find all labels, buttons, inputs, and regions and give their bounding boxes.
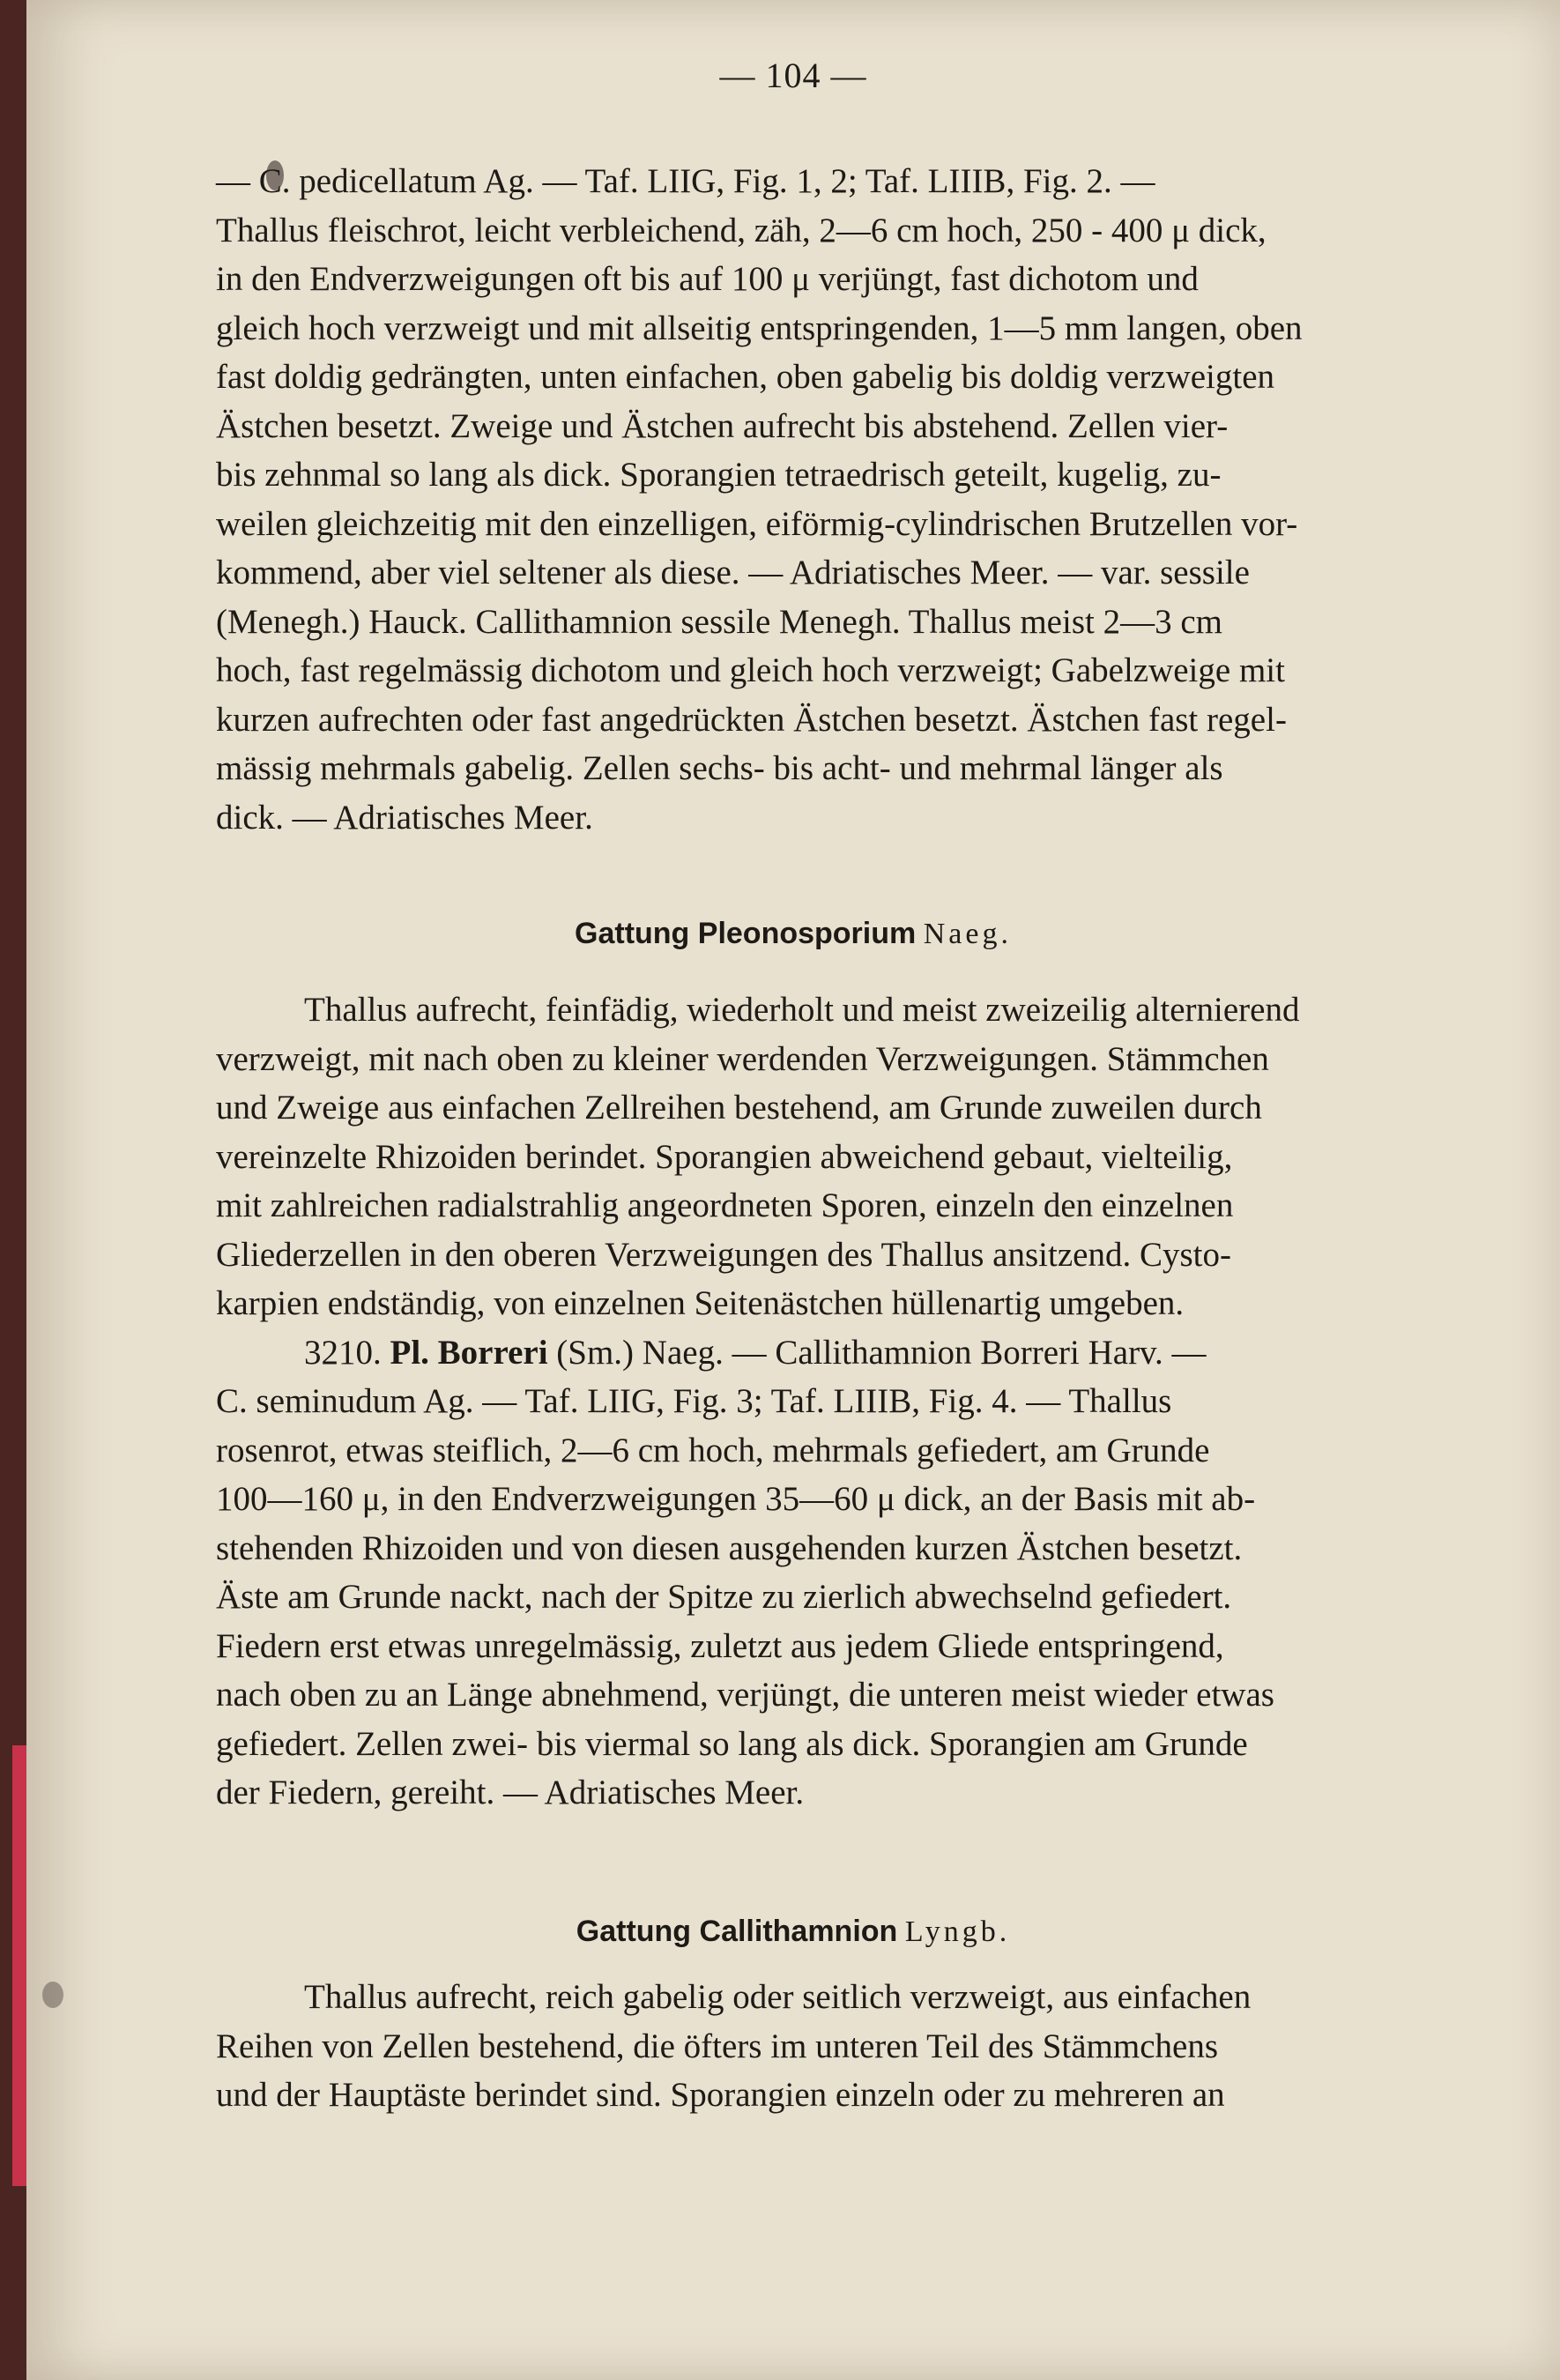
text-line: rosenrot, etwas steiflich, 2—6 cm hoch, mehrmals gefiedert, am Grunde bbox=[216, 1431, 1210, 1469]
entry-continuation bbox=[216, 157, 1512, 842]
text-line: Fiedern erst etwas unregelmässig, zuletzt aus jedem Gliede entspringend, bbox=[216, 1626, 1224, 1665]
text-line: Gliederzellen in den oberen Verzweigungen des Thallus ansitzend. Cysto- bbox=[216, 1235, 1231, 1274]
text-line: stehenden Rhizoiden und von diesen ausgehenden kurzen Ästchen besetzt. bbox=[216, 1528, 1243, 1567]
genus-heading-callithamnion bbox=[26, 1915, 1560, 1949]
text-line: und Zweige aus einfachen Zellreihen bestehend, am Grunde zuweilen durch bbox=[216, 1089, 1262, 1127]
genus-author: Lyngb. bbox=[904, 1915, 1011, 1948]
genus-heading-pleonosporium bbox=[26, 917, 1560, 951]
genus-author: Naeg. bbox=[923, 918, 1012, 950]
text-line: Thallus fleischrot, leicht verbleichend, zäh, 2—6 cm hoch, 250 - 400 μ dick, bbox=[216, 211, 1267, 249]
text-line: kommend, aber viel seltener als diese. — Adriatisches Meer. — var. sessile bbox=[216, 554, 1250, 591]
genus-description-callithamnion bbox=[216, 1973, 1512, 2120]
ink-smudge-lower bbox=[42, 1982, 63, 2008]
page-number: — 104 — bbox=[719, 56, 867, 95]
text-line: 100—160 μ, in den Endverzweigungen 35—60 μ dick, an der Basis mit ab- bbox=[216, 1480, 1256, 1518]
text-line: und der Hauptäste berindet sind. Sporangien einzeln oder zu mehreren an bbox=[216, 2076, 1225, 2114]
book-page bbox=[26, 0, 1560, 2380]
text-line: verzweigt, mit nach oben zu kleiner werdenden Verzweigungen. Stämmchen bbox=[216, 1039, 1269, 1078]
text-line: bis zehnmal so lang als dick. Sporangien tetraedrisch geteilt, kugelig, zu- bbox=[216, 456, 1222, 494]
genus-name: Gattung Pleonosporium bbox=[575, 917, 917, 950]
text-line: gefiedert. Zellen zwei- bis viermal so lang als dick. Sporangien am Grunde bbox=[216, 1724, 1248, 1763]
text-line: dick. — Adriatisches Meer. bbox=[216, 798, 593, 837]
text-line: mit zahlreichen radialstrahlig angeordneten Sporen, einzeln den einzelnen bbox=[216, 1186, 1234, 1224]
text-line: Ästchen besetzt. Zweige und Ästchen aufrecht bis abstehend. Zellen vier- bbox=[216, 406, 1229, 445]
species-synonyms: (Sm.) Naeg. — Callithamnion Borreri Harv. — bbox=[556, 1333, 1207, 1372]
text-line: vereinzelte Rhizoiden berindet. Sporangien abweichend gebaut, vielteilig, bbox=[216, 1137, 1233, 1176]
text-line: Reihen von Zellen bestehend, die öfters im unteren Teil des Stämmchens bbox=[216, 2027, 1218, 2065]
genus-name: Gattung Callithamnion bbox=[576, 1915, 898, 1948]
text-line: in den Endverzweigungen oft bis auf 100 μ verjüngt, fast dichotom und bbox=[216, 260, 1199, 298]
text-line: C. seminudum Ag. — Taf. LIIG, Fig. 3; Taf. LIIIB, Fig. 4. — Thallus bbox=[216, 1382, 1172, 1420]
text-line: weilen gleichzeitig mit den einzelligen, eiförmig-cylindrischen Brutzellen vor- bbox=[216, 504, 1298, 543]
text-line: Thallus aufrecht, reich gabelig oder seitlich verzweigt, aus einfachen bbox=[304, 1978, 1252, 2016]
text-line: fast doldig gedrängten, unten einfachen, oben gabelig bis doldig verzweigten bbox=[216, 358, 1275, 396]
text-line: karpien endständig, von einzelnen Seitenästchen hüllenartig umgeben. bbox=[216, 1284, 1185, 1322]
species-entry-first-line bbox=[216, 1328, 1512, 1378]
text-line: (Menegh.) Hauck. Callithamnion sessile Menegh. Thallus meist 2—3 cm bbox=[216, 602, 1222, 641]
text-line: Äste am Grunde nackt, nach der Spitze zu zierlich abwechselnd gefiedert. bbox=[216, 1578, 1232, 1616]
text-line: hoch, fast regelmässig dichotom und gleich hoch verzweigt; Gabelzweige mit bbox=[216, 651, 1285, 689]
text-line: — C. pedicellatum Ag. — Taf. LIIG, Fig. 1, 2; Taf. LIIIB, Fig. 2. — bbox=[216, 162, 1155, 200]
text-line: kurzen aufrechten oder fast angedrückten Ästchen besetzt. Ästchen fast regel- bbox=[216, 700, 1287, 739]
species-number: 3210. bbox=[304, 1333, 382, 1372]
text-line: der Fiedern, gereiht. — Adriatisches Meer. bbox=[216, 1774, 805, 1811]
text-line: Thallus aufrecht, feinfädig, wiederholt und meist zweizeilig alternierend bbox=[304, 991, 1300, 1029]
species-name: Pl. Borreri bbox=[390, 1333, 548, 1372]
text-line: mässig mehrmals gabelig. Zellen sechs- bis acht- und mehrmal länger als bbox=[216, 749, 1223, 787]
genus-description-pleonosporium bbox=[216, 985, 1512, 1818]
binding-edge bbox=[12, 1745, 26, 2186]
text-line: gleich hoch verzweigt und mit allseitig entspringenden, 1—5 mm langen, oben bbox=[216, 309, 1303, 347]
text-line: nach oben zu an Länge abnehmend, verjüngt, die unteren meist wieder etwas bbox=[216, 1676, 1274, 1714]
